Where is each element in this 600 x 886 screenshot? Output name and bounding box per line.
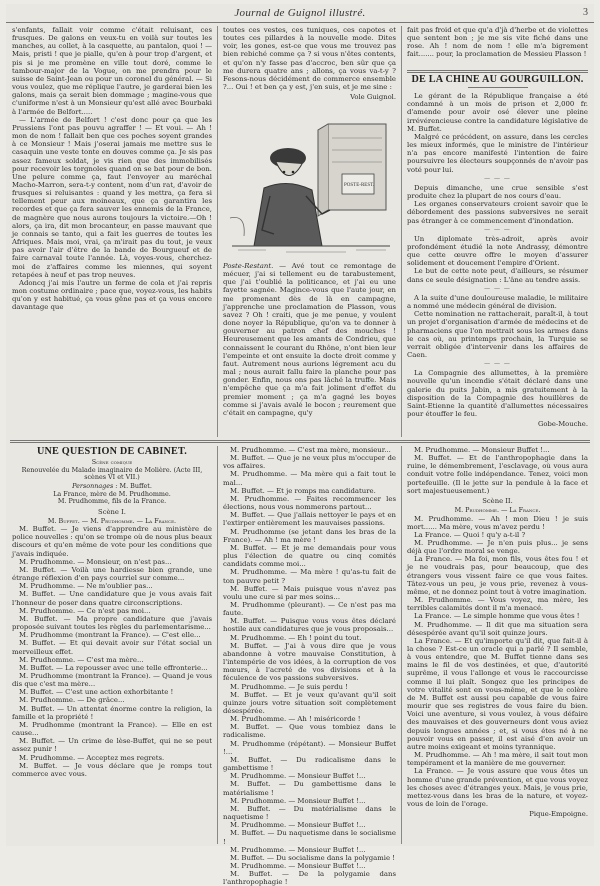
- guignol-article-col2-top: [223, 26, 396, 116]
- dialogue-line: M. Buffet. — Du radicalisme dans le gambettisme !: [223, 755, 396, 773]
- page-number: 3: [583, 7, 588, 18]
- cabinet-subtitle: Scène comique: [91, 458, 133, 467]
- scene-cast: M. Buffet. — M. Prudhomme. — La France.: [47, 516, 177, 525]
- dialogue-line: M. Prudhomme (montrant la France). — Elle en est cause...: [12, 720, 212, 738]
- dialogue-line: M. Buffet. — Puisque vous vous êtes déclaré hostile aux candidatures que je vous proposais...: [223, 617, 396, 634]
- dialogue-line: M. Buffet. — Voilà une hardiesse bien grande, une étrange réflexion d'en pays courriel sur comme...: [12, 565, 212, 583]
- dialogue-line: M. Prudhomme. — Acceptez mes regrets.: [19, 753, 165, 762]
- dialogue-line: M. Prudhomme. — Ma mère qui a fait tout le mal...: [223, 470, 396, 487]
- cabinet-subtitle: Renouvelée du Malade imaginaire de Molière. (Acte III, scènes VI et VII.): [21, 465, 203, 481]
- cabinet-title: UNE QUESTION DE CABINET.: [36, 446, 188, 457]
- dialogue-line: M. Prudhomme. — Monsieur Buffet !...: [414, 446, 550, 454]
- cast-label: Personnages :: [72, 482, 118, 491]
- dialogue-line: M. Buffet. — Que je ne veux plus m'occuper de vos affaires.: [223, 454, 396, 471]
- dialogue-line: La France. — Ma foi, mon fils, vous êtes fou ! et je ne voudrais pas, pour beaucoup, que des étrangers vous vissent faire ce que vous faites. Tâtez-vous un peu, je vous prie, revenez à vous-même, et ne donnez point tout à votre imagination.: [407, 555, 588, 596]
- dialogue-line: M. Buffet. — C'est une action exhorbitante !: [19, 688, 174, 697]
- dialogue-line: M. Prudhomme. — De grâce...: [19, 696, 125, 705]
- dialogue-line: M. Prudhomme (montrant la France). — Quand je vous dis que c'est ma mère...: [12, 671, 212, 689]
- cabinet-signature: Pique-Empoigne.: [529, 810, 588, 819]
- dialogue-line: M. Buffet. — De la polygamie dans l'anthropophagie !: [223, 870, 396, 886]
- dialogue-line: M. Buffet. — Un crime de lèse-Buffet, qui ne se peut assez punir !: [12, 737, 212, 754]
- guignol-article-col2-bottom: [223, 262, 396, 437]
- column-rule: [217, 26, 218, 437]
- section-rule: [407, 70, 588, 71]
- chine-gourguillon-section: DE LA CHINE AU GOURGUILLON. Le gérant de la République française a été condamné à un mois de prison et 2,000 fr. d'amende pour avoir osé élever une pleine irrévérencieuse contre la candidature législative de M. Buffet. Malgré ce précédent, on assure, dans les cercles les mieux informés, que le ministre de l'intérieur n'a pas encore manifesté l'intention de faire poursuivre les électeurs soupçonnés de n'avoir pas voté pour lui. — — — Depuis dimanche, une crue sensible s'est produite chez la plupart de nos cours d'eau. Les organes conservateurs croient savoir que le débordement des passions subversives ne serait pas étranger à ce commencement d'inondation. — — — Un diplomate très-adroit, après avoir profondément étudié la note Andrassy, démontre que cette œuvre offre le moyen d'assurer solidement et doucement l'empire d'Orient. Le but de cette note peut, d'ailleurs, se résumer dans ce seule désignation : L'âne au tendre assis. — — — A la suite d'une douloureuse maladie, le militaire a nommé une médecin général de division. Cette nomination ne rattacherait, paraît-il, à tout un projet d'organisation d'armée de médecins et de pharmaciens que l'on mettrait sous les armes dans le cas où, au printemps prochain, la Turquie se verrait obligée d'intervenir dans les affaires de Caen. — — — La Compagnie des allumettes, à la première nouvelle qu'un incendie s'était déclaré dans une galerie du puits Jabin, a mis gratuitement à la disposition de la Compagnie des houillères de Saint-Etienne la quantité d'allumettes nécessaires pour étouffer le feu. Gobe-Mouche.: [407, 74, 588, 429]
- cabinet-col2: [223, 446, 396, 886]
- article-signature: Vole Guignol.: [350, 93, 396, 102]
- dialogue-line: M. Prudhomme. — C'est ma mère, monsieur...: [230, 446, 391, 454]
- column-rule: [401, 446, 402, 844]
- column-rule: [217, 446, 218, 844]
- dialogue-line: M. Buffet. — Je viens d'apprendre au ministère de police nouvelles : qu'on se trompe où de nous plus beaux discours et qu'en même de vote pour les conditions que j'avais indiquée.: [12, 525, 212, 558]
- news-item: Les organes conservateurs croient savoir que le débordement des passions subversives ne serait pas étranger à ce commencement d'inondation.: [407, 200, 588, 225]
- dialogue-line: M. Buffet. — Du gambettisme dans le matérialisme !: [223, 780, 396, 797]
- dialogue-line: M. Prudhomme (montrant la France). — C'est elle...: [19, 631, 201, 640]
- dialogue-line: La France. — Je vous assure que vous êtes un homme d'une grande prévention, et que vous voyez les choses avec d'étranges yeux. Mais, je vous prie, mettez-vous dans les bras de la nature, et voyez-vous de loin de l'orage.: [407, 767, 588, 808]
- dialogue-line: M. Buffet. — Et je me demandais pour vous plus l'élection de quatre ou cinq comités candidats comme moi...: [223, 543, 396, 569]
- dialogue-line: M. Buffet. — Que vous tombiez dans le radicalisme.: [223, 723, 396, 740]
- dialogue-line: M. Prudhomme. — C'est ma mère...: [19, 655, 144, 664]
- article-paragraph: — L'armée de Belfort ! c'est donc pour ça que les Prussiens l'ont pas pouvu agraffer ! — Et voui. — Ah ! mon de nom ! fallait ben que ces poches soyent grandes à ce Monsieur ! Mais j'oserai jamais me mettre sus le casaquin une veste tonte en douves comme ça. Je sis pas assez fameux soldat, je vis rien que des immobilisés pour recevoir les torgnoles quand on se bat pour de bon. Une pelure comme ça, faut l'envoyer au maréchal Macho-Marron, sera-t-y content, nom d'un rat, d'avoir de frusques si reluisantes : quand y les mettra, ça fera si tellement peur aux moineaux, que ça garantira les recordes et que ça fera sauver les ennemis de la France, de magnère que nous aurons toujours la victoire.—Oh ! alors, ça ira, dit mon brocanteur, en passe mauvant que je connais se tanto, qui a fait les guerres de toutes les Afriques. Mais moi, vrai, ça m'irait pas du tout, je veux pas avoir l'air d'être de la bande de Bourgueuf et de faire carnaval toute l'année. Là, voyes-vous, cherchez-moi de z'affaires comme les miennes, qui soyent retapées à neuf et pas trop neuves.: [12, 115, 212, 279]
- dialogue-line: M. Prudhomme. — Il dit que ma situation sera désespérée avant qu'il soit quinze jours.: [407, 620, 588, 637]
- news-item: Depuis dimanche, une crue sensible s'est produite chez la plupart de nos cours d'eau.: [407, 183, 588, 201]
- cast-member: La France, mère de M. Prudhomme.: [53, 489, 171, 498]
- dialogue-line: M. Prudhomme. — Ne m'oublier pas...: [19, 582, 153, 591]
- dialogue-line: M. Prudhomme. — Ah ! miséricorde !: [230, 715, 361, 724]
- dialogue-line: M. Buffet. — Du naquetisme dans le socialisme !: [223, 829, 396, 846]
- section-rule: [407, 72, 588, 73]
- dialogue-line: M. Buffet. — Que j'allais nettoyer le pays et en l'extirper entièrement les mauvaises passions.: [223, 511, 396, 528]
- dialogue-line: M. Prudhomme (pleurant). — Ce n'est pas ma faute.: [223, 600, 396, 618]
- cast-member: M. Prudhomme, fils de la France.: [57, 497, 167, 506]
- dialogue-line: M. Buffet. — Du socialisme dans la polygamie !: [230, 853, 396, 862]
- section-signature: Gobe-Mouche.: [538, 420, 588, 429]
- column-rule: [401, 26, 402, 437]
- dialogue-line: M. Buffet. — Et de l'anthropophagie dans la ruine, le démembrement, l'esclavage, où vous aura conduit votre folle indépendance. Tenez, voici mon portefeuille. (Il le jette sur la pendule à la face et sort majestueusement.): [407, 454, 588, 495]
- dialogue-line: M. Buffet. — Du matérialisme dans le naquetisme !: [223, 804, 396, 822]
- dialogue-line: M. Prudhomme. — Monsieur Buffet !...: [230, 861, 366, 870]
- svg-text:POSTE-REST.: POSTE-REST.: [344, 183, 375, 188]
- dialogue-line: La France. — Et qu'importe qu'il dit, que fait-il à la chose ? Est-ce un oracle qui a parlé ? Il semble, à vous entendre, que M. Buffet tienne dans ses mains le fil de vos destinées, et que, d'autorité suprême, il vous l'allonge et vous le raccourcisse comme il lui plaît. Songez que les principes de votre vitalité sont en vous-même, et que le colère de M. Buffet est aussi peu capable de vous faire mourir que ses registres de vous faire du bien. Voici une aventure, si vous voulez, à vous défaire des mauvaises et des gouverneurs dont vous aviez depuis longues années ; et, si vous étes né à ne pouvoir vous en passer, il est aisé d'en avoir un autre moins exigeant et moins tyrannique.: [407, 636, 588, 751]
- dialogue-line: M. Buffet. — Mais puisque vous n'avez pas voulu une cure si par mes soins...: [223, 584, 396, 601]
- illustration-caption: Poste-Restant.: [223, 262, 274, 270]
- dialogue-line: M. Buffet. — Et je romps ma candidature.: [230, 486, 376, 495]
- dialogue-line: M. Prudhomme. — Ce n'est pas moi...: [19, 606, 151, 615]
- dialogue-line: M. Buffet. — Ma propre candidature que j'avais proposée suivant toutes les règles du parlementarisme...: [12, 614, 212, 632]
- dialogue-line: M. Buffet. — Et je veux qu'avant qu'il soit quinze jours votre situation soit complètement désespérée.: [223, 690, 396, 715]
- dialogue-line: M. Buffet. — Et qui devait avoir sur l'état social un merveilleux effet.: [12, 639, 212, 656]
- dialogue-line: M. Prudhomme. — Ah ! ma mère, il sait tout mon tempérament et la manière de me gouverner.: [407, 751, 588, 768]
- dialogue-line: M. Prudhomme. — Monsieur, on n'est pas...: [19, 557, 172, 566]
- dialogue-line: M. Prudhomme (répétant). — Monsieur Buffet !...: [223, 739, 396, 756]
- news-item: Malgré ce précédent, on assure, dans les cercles les mieux informés, que le ministre de l'intérieur n'a pas encore manifesté l'intention de faire poursuivre les électeurs soupçonnés de n'avoir pas voté pour lui.: [407, 132, 588, 174]
- news-item: La Compagnie des allumettes, à la première nouvelle qu'un incendie s'était déclaré dans une galerie du puits Jabin, a mis gratuitement à la disposition de la Compagnie des houillères de Saint-Etienne la quantité d'allumettes nécessaires pour étouffer le feu.: [407, 369, 588, 419]
- dialogue-line: M. Prudhomme. — Ma mère ! qu'as-tu fait de ton pauvre petit ?: [223, 568, 396, 585]
- dialogue-line: M. Prudhomme. — Vous voyez, ma mère, les terribles calamités dont il m'a menacé.: [407, 596, 588, 613]
- dialogue-line: La France. — Quoi ! qu'y a-t-il ?: [414, 530, 526, 539]
- cast-member: M. Buffet.: [119, 482, 152, 491]
- newspaper-page: [6, 4, 594, 886]
- dialogue-line: M. Prudhomme. — Eh ! point du tout.: [230, 633, 362, 642]
- article-paragraph: fait pas froid et que qu'a d'jà d'herbe et de violettes que sentent bon ; je me sis vite fiché dans une rose. Ah ! nom de nom ! elle m'a bigrement fait....... pour, la proclamation de Messieu Plasson !: [407, 26, 588, 59]
- dialogue-line: M. Prudhomme. — Je suis perdu !: [230, 682, 348, 691]
- article-paragraph: — Avé tout ce remontage de mécuer, j'ai si tellement eu de tarabustement, que j'ai t'oublié la politicance, et j'ai eu une fayette sagnée. Magince-vous que l'aute jour, en me promenant dès de là en campagne, j'apprenche une proclamation de Plasson, vous savez ? Oh ! craiti, que je me penue, y voulent done noyer la République, qu'on va te donner à gouverner au patron chef des mouches ! Heureusement que les amants de Condrieu, que connaissent le courant du Rhône, n'ont bien leur l'empeinte et ont ensuite la docte droit comme y faut. Autrement nous aurions légrement acu du mal ; nous aurait fallu faire la planche pour pas gonder. Enfin, nous ons pas lâché la truffe. Mais n'empêche que ça m'a fait joliment d'effet du premier moment ; ça m'a gagné les boyes comme si j'avais avalé le bocon ; reurement que c'était en campagne, qu'y: [223, 262, 396, 417]
- news-item: Cette nomination ne rattacherait, paraît-il, à tout un projet d'organisation d'armée de médecins et de pharmaciens que l'on mettrait sous les armes dans le cas où, au printemps prochain, la Turquie se verrait obligée d'intervenir dans les affaires de Caen.: [407, 310, 588, 359]
- dialogue-line: M. Buffet. — La repousser avec une telle effronterie...: [19, 663, 208, 672]
- dialogue-line: M. Prudhomme. — Faites recommencer les élections, nous vous nommerons partout...: [223, 494, 396, 512]
- dialogue-line: M. Prudhomme. — Monsieur Buffet !...: [230, 821, 366, 830]
- article-paragraph: toutes ces vestes, ces tuniques, ces capotes et toutes ces pillardes à la nouvelle mode. Dites voir, les gones, est-ce que vous me trouvez pas bien rebiché comme ça ? si vous n'êtes contents, et qu'on n'y fasse pas d'accroc, ben sûr que ça me durera quatre ans ; allons, ça vous va-t-y ? Fesons-nous décidément de commerce ensemble ?... Oui ! et ben ça y est, j'en suis, et je me sine :: [223, 26, 396, 92]
- dialogue-line: La France. — Le simple homme que vous êtes !: [414, 612, 580, 621]
- dialogue-line: M. Buffet. — Une candidature que je vous avais fait l'honneur de poser dans quatre circonscriptions.: [12, 590, 212, 607]
- scene-heading: Scène II.: [482, 496, 513, 505]
- news-item: Le gérant de la République française a été condamné à un mois de prison et 2,000 fr. d'amende pour avoir osé élever une pleine irrévérencieuse contre la candidature législative de M. Buffet.: [407, 92, 588, 133]
- article-paragraph: s'enfants, fallait voir comme c'était reluisant, ces frusques. De galons en veux-tu en voilà sur toutes les manches, au collet, à la casquette, au pantalon, quoi ! — Mais, pristi ! que je pialle, qu'en à pour trop d'argent, et pis si je me promène en ville tout doré, comme le tambour-major de la Vogue, on me prendra pour le suisse de Saint-Jean ou pour un coronel du général. — Si vous voulez, que me réplique l'autre, je garderai bien les galons, mais ça serait bien dommage ; magine-vous que c'uniforme n'est à un Monsieur qu'est allé avec Bourbaki à l'armée de Belfort.....: [12, 26, 212, 116]
- masthead: [6, 4, 594, 22]
- page-divider: [10, 442, 590, 443]
- scene-heading: Scène I.: [98, 507, 126, 516]
- dialogue-line: M. Buffet. — Un attentat énorme contre la religion, la famille et la propriété !: [12, 704, 212, 721]
- dialogue-line: M. Prudhomme. — Je n'en puis plus... je sens déjà que l'ordre moral se venge.: [407, 538, 588, 556]
- cabinet-col1: [12, 446, 212, 842]
- scene-cast: M. Prudhomme. — La France.: [454, 506, 541, 515]
- dialogue-line: M. Prudhomme. — Monsieur Buffet !...: [230, 796, 366, 805]
- dialogue-line: M. Buffet. — J'ai à vous dire que je vous abandonne à votre mauvaise Constitution, à l'intempérie de vos idées, à la corruption de vos mœurs, à l'acreté de vos divisions et à la féculence de vos passions subversives.: [223, 641, 396, 683]
- dialogue-line: M. Prudhomme. — Monsieur Buffet !...: [230, 772, 366, 781]
- journal-title: Journal de Guignol illustré.: [234, 7, 366, 19]
- header-rule: [6, 22, 594, 23]
- news-item: Le but de cette note peut, d'ailleurs, se résumer dans ce seule désignation : L'âne au tendre assis.: [407, 267, 588, 284]
- dialogue-line: M. Prudhomme. — Monsieur Buffet !...: [230, 845, 366, 854]
- dialogue-line: M. Prudhomme. — Ah ! mon Dieu ! je suis mort...... Ma mère, vous m'avez perdu !: [407, 514, 588, 531]
- cabinet-col3: [407, 446, 588, 842]
- guignol-article-col3: [407, 26, 588, 68]
- dialogue-line: M. Prudhomme (se jetant dans les bras de la France). — Ah ! ma mère !: [223, 527, 396, 544]
- news-item: A la suite d'une douloureuse maladie, le militaire a nommé une médecin général de division.: [407, 293, 588, 311]
- section-title: DE LA CHINE AU GOURGUILLON.: [411, 74, 584, 85]
- guignol-article-col1: [12, 26, 212, 436]
- news-item: Un diplomate très-adroit, après avoir profondément étudié la note Andrassy, démontre que cette œuvre offre le moyen d'assurer solidement et doucement l'empire d'Orient.: [407, 234, 588, 268]
- article-paragraph: Adoncq j'ai mis l'autre un ferme de cola et j'ai repris mon costume ordinaire ; pace que, voyez-vous, les habits qu'on y est habitué, ça vous gêne pas et ça vous encore davantage que: [12, 278, 212, 312]
- poste-restante-illustration: [226, 118, 396, 260]
- dialogue-line: M. Buffet. — Je vous déclare que je romps tout commerce avec vous.: [12, 761, 212, 778]
- page-divider: [10, 440, 590, 441]
